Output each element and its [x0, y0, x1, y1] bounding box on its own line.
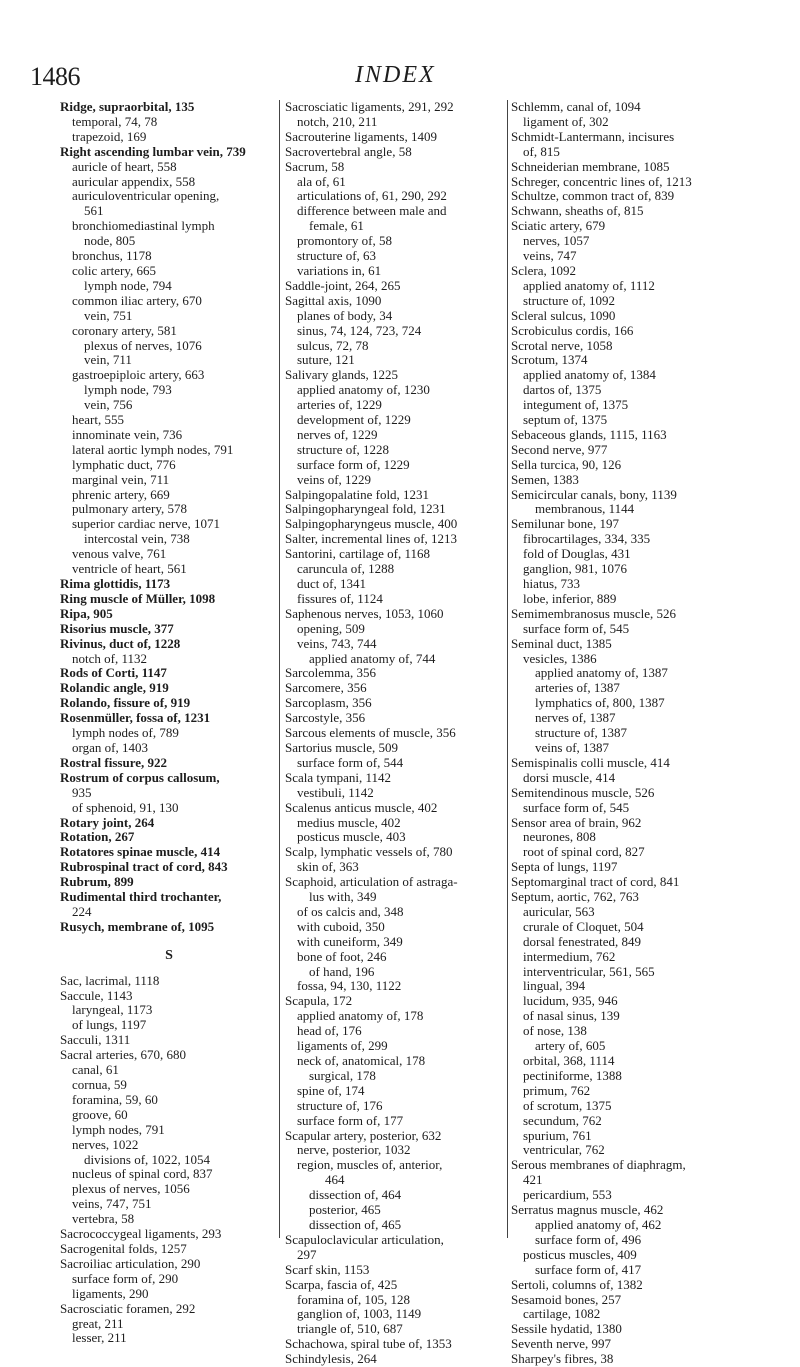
index-subentry: structure of, 1387 [535, 725, 628, 741]
index-entry: Sacroiliac articulation, 290 [60, 1255, 201, 1271]
index-subentry: root of spinal cord, 827 [523, 844, 645, 860]
index-entry: Scaphoid, articulation of astraga- [285, 874, 458, 890]
index-subentry: region, muscles of, anterior, [297, 1157, 443, 1173]
index-subentry: gastroepiploic artery, 663 [72, 367, 205, 383]
index-subentry: foramina, 59, 60 [72, 1091, 158, 1107]
index-subentry: septum of, 1375 [523, 412, 608, 428]
index-subentry: surgical, 178 [309, 1067, 376, 1083]
index-subentry: lymphatic duct, 776 [72, 456, 176, 472]
index-subentry: lucidum, 935, 946 [523, 993, 618, 1009]
index-subentry: innominate vein, 736 [72, 426, 183, 442]
running-head: INDEX [355, 62, 436, 88]
index-subentry: applied anatomy of, 744 [309, 650, 436, 666]
index-subentry: dissection of, 464 [309, 1187, 402, 1203]
index-subentry: of sphenoid, 91, 130 [72, 799, 179, 815]
index-subentry: arteries of, 1387 [535, 680, 620, 696]
index-entry: Second nerve, 977 [511, 441, 608, 457]
index-entry: Saccule, 1143 [60, 987, 133, 1003]
index-subentry: trapezoid, 169 [72, 128, 147, 144]
index-subentry: plexus of nerves, 1076 [84, 337, 202, 353]
index-subentry: divisions of, 1022, 1054 [84, 1151, 211, 1167]
index-entry: Semimembranosus muscle, 526 [511, 605, 677, 621]
index-subentry: lateral aortic lymph nodes, 791 [72, 441, 234, 457]
index-subentry: 297 [297, 1246, 317, 1262]
index-subentry: planes of body, 34 [297, 307, 393, 323]
index-entry: Sensor area of brain, 962 [511, 814, 642, 830]
index-subentry: nerve, posterior, 1032 [297, 1142, 411, 1158]
index-subentry: auriculoventricular opening, [72, 188, 220, 204]
index-subentry: plexus of nerves, 1056 [72, 1181, 190, 1197]
index-subentry: surface form of, 496 [535, 1231, 642, 1247]
index-subentry: fissures of, 1124 [297, 590, 383, 606]
index-entry: Sacrococcygeal ligaments, 293 [60, 1226, 222, 1242]
index-subentry: of hand, 196 [309, 963, 375, 979]
index-subentry: applied anatomy of, 1387 [535, 665, 668, 681]
index-entry: Sella turcica, 90, 126 [511, 456, 622, 472]
index-subentry: integument of, 1375 [523, 397, 629, 413]
index-subentry: female, 61 [309, 218, 364, 234]
index-subentry: venous valve, 761 [72, 546, 167, 562]
index-subentry: development of, 1229 [297, 412, 411, 428]
index-entry: Schwann, sheaths of, 815 [511, 203, 644, 219]
index-subentry: lus with, 349 [309, 889, 377, 905]
index-entry: Septum, aortic, 762, 763 [511, 889, 639, 905]
index-subentry: cornua, 59 [72, 1077, 127, 1092]
index-subentry: medius muscle, 402 [297, 814, 401, 830]
index-entry: Schlemm, canal of, 1094 [511, 99, 641, 114]
index-subentry: structure of, 1092 [523, 292, 616, 308]
index-entry: Sarcomere, 356 [285, 680, 367, 696]
index-subentry: foramina of, 105, 128 [297, 1291, 411, 1307]
index-entry: Sacrum, 58 [285, 158, 345, 174]
index-entry: Ridge, supraorbital, 135 [60, 99, 195, 114]
index-subentry: surface form of, 545 [523, 620, 630, 636]
index-subentry: applied anatomy of, 1384 [523, 367, 656, 383]
index-entry: Scarpa, fascia of, 425 [285, 1276, 398, 1292]
index-subentry: articulations of, 61, 290, 292 [297, 188, 447, 204]
index-entry: Serratus magnus muscle, 462 [511, 1202, 664, 1218]
index-subentry: lymph nodes, 791 [72, 1121, 165, 1137]
index-column-3 [511, 100, 771, 1367]
index-subentry: vestibuli, 1142 [297, 784, 374, 800]
index-subentry: suture, 121 [297, 352, 355, 368]
index-column-2 [285, 100, 507, 1367]
index-entry: Rods of Corti, 1147 [60, 665, 167, 681]
index-subentry: caruncula of, 1288 [297, 561, 395, 577]
index-subentry: phrenic artery, 669 [72, 486, 170, 502]
index-entry: Scapular artery, posterior, 632 [285, 1127, 442, 1143]
index-subentry: 935 [72, 784, 92, 800]
index-subentry: lymphatics of, 800, 1387 [535, 695, 665, 711]
index-entry: Saphenous nerves, 1053, 1060 [285, 605, 444, 621]
index-entry: Schindylesis, 264 [285, 1351, 377, 1367]
index-subentry: surface form of, 177 [297, 1112, 404, 1128]
section-letter: S [165, 947, 173, 963]
index-subentry: lobe, inferior, 889 [523, 590, 617, 606]
index-entry: Rima glottidis, 1173 [60, 576, 171, 591]
index-subentry: ganglion, 981, 1076 [523, 561, 627, 577]
index-subentry: ganglion of, 1003, 1149 [297, 1306, 422, 1322]
index-subentry: of, 815 [523, 143, 560, 159]
index-subentry: veins, 743, 744 [297, 635, 377, 651]
column-rule [507, 100, 508, 1238]
index-subentry: nerves, 1057 [523, 233, 590, 249]
index-subentry: vesicles, 1386 [523, 650, 597, 666]
index-subentry: pectiniforme, 1388 [523, 1067, 622, 1083]
index-subentry: opening, 509 [297, 620, 365, 636]
index-subentry: of scrotum, 1375 [523, 1097, 612, 1113]
index-entry: Rotary joint, 264 [60, 814, 155, 830]
index-entry: Seventh nerve, 997 [511, 1336, 612, 1352]
index-subentry: ligament of, 302 [523, 113, 609, 129]
index-entry: Scrotal nerve, 1058 [511, 337, 613, 353]
index-entry: Semicircular canals, bony, 1139 [511, 486, 677, 502]
index-entry: Rolando, fissure of, 919 [60, 695, 191, 711]
index-subentry: auricular, 563 [523, 903, 595, 919]
index-entry: Sclera, 1092 [511, 262, 576, 278]
index-entry: Sarcous elements of muscle, 356 [285, 725, 456, 741]
index-column-1 [60, 100, 278, 1346]
index-entry: Scrobiculus cordis, 166 [511, 322, 634, 338]
index-subentry: applied anatomy of, 462 [535, 1216, 662, 1232]
index-subentry: applied anatomy of, 1230 [297, 382, 430, 398]
index-entry: Sebaceous glands, 1115, 1163 [511, 426, 667, 442]
index-subentry: hiatus, 733 [523, 576, 581, 591]
index-subentry: promontory of, 58 [297, 233, 392, 249]
index-subentry: nucleus of spinal cord, 837 [72, 1166, 213, 1182]
index-subentry: lymph nodes of, 789 [72, 725, 179, 741]
index-subentry: surface form of, 545 [523, 799, 630, 815]
index-subentry: coronary artery, 581 [72, 322, 177, 338]
index-subentry: marginal vein, 711 [72, 471, 170, 487]
index-entry: Sacculi, 1311 [60, 1032, 131, 1048]
index-subentry: lingual, 394 [523, 978, 586, 994]
index-entry: Rostral fissure, 922 [60, 754, 168, 770]
index-subentry: veins, 747, 751 [72, 1196, 152, 1212]
index-entry: Sac, lacrimal, 1118 [60, 972, 160, 988]
index-entry: Sciatic artery, 679 [511, 218, 606, 234]
index-subentry: sinus, 74, 124, 723, 724 [297, 322, 422, 338]
index-subentry: pulmonary artery, 578 [72, 501, 188, 517]
index-subentry: surface form of, 544 [297, 754, 404, 770]
index-entry: Sarcolemma, 356 [285, 665, 376, 681]
index-subentry: interventricular, 561, 565 [523, 963, 655, 979]
index-subentry: vein, 711 [84, 352, 132, 368]
index-subentry: temporal, 74, 78 [72, 113, 158, 129]
index-entry: Salpingopharyngeus muscle, 400 [285, 516, 458, 532]
index-subentry: ventricular, 762 [523, 1142, 605, 1158]
index-subentry: secundum, 762 [523, 1112, 602, 1128]
index-subentry: applied anatomy of, 1112 [523, 277, 655, 293]
index-entry: Sacrovertebral angle, 58 [285, 143, 412, 159]
index-entry: Scalp, lymphatic vessels of, 780 [285, 844, 453, 860]
index-entry: Scarf skin, 1153 [285, 1261, 370, 1277]
index-subentry: orbital, 368, 1114 [523, 1053, 615, 1068]
index-subentry: neurones, 808 [523, 829, 596, 845]
index-subentry: auricular appendix, 558 [72, 173, 196, 189]
index-subentry: duct of, 1341 [297, 576, 366, 591]
index-entry: Schultze, common tract of, 839 [511, 188, 675, 204]
index-subentry: 464 [325, 1172, 345, 1188]
index-subentry: ala of, 61 [297, 173, 346, 189]
index-entry: Sartorius muscle, 509 [285, 739, 399, 755]
index-entry: Sagittal axis, 1090 [285, 292, 382, 308]
index-subentry: of nasal sinus, 139 [523, 1008, 620, 1024]
index-entry: Scalenus anticus muscle, 402 [285, 799, 438, 815]
index-subentry: fibrocartilages, 334, 335 [523, 531, 651, 547]
index-subentry: 421 [523, 1172, 543, 1188]
index-subentry: superior cardiac nerve, 1071 [72, 516, 220, 532]
index-subentry: 561 [84, 203, 104, 219]
index-entry: Semitendinous muscle, 526 [511, 784, 655, 800]
index-subentry: groove, 60 [72, 1106, 128, 1122]
index-subentry: canal, 61 [72, 1062, 119, 1078]
index-entry: Risorius muscle, 377 [60, 620, 174, 636]
index-subentry: node, 805 [84, 233, 136, 249]
index-subentry: pericardium, 553 [523, 1187, 612, 1203]
index-subentry: of os calcis and, 348 [297, 903, 404, 919]
index-subentry: dissection of, 465 [309, 1216, 402, 1232]
index-subentry: intercostal vein, 738 [84, 531, 190, 547]
index-entry: Rotation, 267 [60, 829, 135, 845]
index-entry: Sessile hydatid, 1380 [511, 1321, 622, 1337]
index-subentry: applied anatomy of, 178 [297, 1008, 424, 1024]
index-subentry: heart, 555 [72, 412, 124, 428]
index-subentry: surface form of, 1229 [297, 456, 410, 472]
index-entry: Septomarginal tract of cord, 841 [511, 874, 680, 890]
index-entry: Rudimental third trochanter, [60, 889, 222, 905]
index-subentry: with cuneiform, 349 [297, 933, 403, 949]
index-subentry: spurium, 761 [523, 1127, 592, 1143]
index-entry: Schreger, concentric lines of, 1213 [511, 173, 692, 189]
index-subentry: veins of, 1387 [535, 739, 610, 755]
index-subentry: ligaments, 290 [72, 1285, 149, 1301]
index-subentry: vertebra, 58 [72, 1211, 135, 1227]
index-subentry: posticus muscle, 403 [297, 829, 406, 845]
index-entry: Scapuloclavicular articulation, [285, 1231, 444, 1247]
index-subentry: structure of, 1228 [297, 441, 390, 457]
index-subentry: membranous, 1144 [535, 501, 635, 517]
index-subentry: primum, 762 [523, 1082, 591, 1098]
index-subentry: bone of foot, 246 [297, 948, 387, 964]
index-subentry: lesser, 211 [72, 1330, 127, 1346]
index-subentry: structure of, 63 [297, 248, 377, 264]
index-subentry: variations in, 61 [297, 262, 382, 278]
index-subentry: lymph node, 794 [84, 277, 172, 293]
index-subentry: veins, 747 [523, 248, 577, 264]
index-subentry: neck of, anatomical, 178 [297, 1053, 426, 1068]
index-entry: Rotatores spinae muscle, 414 [60, 844, 221, 860]
index-subentry: great, 211 [72, 1315, 124, 1331]
index-entry: Rubrospinal tract of cord, 843 [60, 859, 228, 875]
index-subentry: dartos of, 1375 [523, 382, 602, 398]
index-entry: Rolandic angle, 919 [60, 680, 169, 696]
index-subentry: ventricle of heart, 561 [72, 561, 187, 577]
index-entry: Saddle-joint, 264, 265 [285, 277, 401, 293]
index-entry: Salpingopalatine fold, 1231 [285, 486, 430, 502]
index-subentry: sulcus, 72, 78 [297, 337, 369, 353]
index-subentry: 224 [72, 903, 92, 919]
index-subentry: bronchus, 1178 [72, 248, 152, 264]
index-subentry: arteries of, 1229 [297, 397, 382, 413]
index-subentry: surface form of, 417 [535, 1261, 642, 1277]
index-subentry: crurale of Cloquet, 504 [523, 918, 644, 934]
index-subentry: nerves of, 1229 [297, 426, 378, 442]
index-entry: Sacrouterine ligaments, 1409 [285, 128, 437, 144]
index-entry: Rusych, membrane of, 1095 [60, 918, 215, 934]
index-entry: Scleral sulcus, 1090 [511, 307, 616, 323]
index-entry: Sertoli, columns of, 1382 [511, 1276, 643, 1292]
index-entry: Rosenmüller, fossa of, 1231 [60, 710, 211, 726]
index-subentry: posticus muscles, 409 [523, 1246, 637, 1262]
index-entry: Seminal duct, 1385 [511, 635, 612, 651]
index-entry: Semilunar bone, 197 [511, 516, 619, 532]
index-entry: Sesamoid bones, 257 [511, 1291, 622, 1307]
index-subentry: skin of, 363 [297, 859, 359, 875]
index-subentry: nerves of, 1387 [535, 710, 616, 726]
index-subentry: of nose, 138 [523, 1023, 587, 1039]
index-subentry: dorsi muscle, 414 [523, 769, 616, 785]
index-subentry: auricle of heart, 558 [72, 158, 177, 174]
index-entry: Ripa, 905 [60, 605, 113, 621]
index-subentry: laryngeal, 1173 [72, 1002, 153, 1018]
index-subentry: lymph node, 793 [84, 382, 172, 398]
index-entry: Semispinalis colli muscle, 414 [511, 754, 670, 770]
index-entry: Septa of lungs, 1197 [511, 859, 618, 875]
index-entry: Scapula, 172 [285, 993, 353, 1009]
index-subentry: posterior, 465 [309, 1202, 381, 1218]
index-subentry: vein, 756 [84, 397, 133, 413]
index-subentry: notch, 210, 211 [297, 113, 378, 129]
index-subentry: surface form of, 290 [72, 1270, 179, 1286]
index-subentry: of lungs, 1197 [72, 1017, 147, 1033]
index-entry: Right ascending lumbar vein, 739 [60, 143, 246, 159]
index-subentry: artery of, 605 [535, 1038, 606, 1054]
index-entry: Salivary glands, 1225 [285, 367, 399, 383]
index-subentry: head of, 176 [297, 1023, 362, 1039]
index-subentry: spine of, 174 [297, 1082, 365, 1098]
index-entry: Rivinus, duct of, 1228 [60, 635, 181, 651]
index-entry: Salpingopharyngeal fold, 1231 [285, 501, 446, 517]
index-subentry: cartilage, 1082 [523, 1306, 601, 1322]
index-subentry: with cuboid, 350 [297, 918, 385, 934]
index-entry: Sacral arteries, 670, 680 [60, 1047, 186, 1063]
index-entry: Santorini, cartilage of, 1168 [285, 546, 431, 562]
index-subentry: vein, 751 [84, 307, 133, 323]
index-subentry: notch of, 1132 [72, 650, 147, 666]
index-subentry: intermedium, 762 [523, 948, 616, 964]
index-entry: Sharpey's fibres, 38 [511, 1351, 614, 1367]
index-entry: Sacrosciatic ligaments, 291, 292 [285, 99, 454, 114]
index-entry: Schneiderian membrane, 1085 [511, 158, 670, 174]
index-entry: Sarcoplasm, 356 [285, 695, 372, 711]
column-rule [279, 100, 280, 1238]
index-subentry: structure of, 176 [297, 1097, 383, 1113]
index-subentry: triangle of, 510, 687 [297, 1321, 403, 1337]
index-subentry: bronchiomediastinal lymph [72, 218, 215, 234]
index-entry: Sacrogenital folds, 1257 [60, 1240, 187, 1256]
page-number: 1486 [30, 62, 80, 91]
index-subentry: fossa, 94, 130, 1122 [297, 978, 402, 994]
index-subentry: difference between male and [297, 203, 447, 219]
index-entry: Salter, incremental lines of, 1213 [285, 531, 458, 547]
index-entry: Sarcostyle, 356 [285, 710, 366, 726]
index-entry: Scrotum, 1374 [511, 352, 588, 368]
index-entry: Scala tympani, 1142 [285, 769, 392, 785]
index-subentry: colic artery, 665 [72, 262, 156, 278]
index-subentry: organ of, 1403 [72, 739, 148, 755]
index-entry: Serous membranes of diaphragm, [511, 1157, 686, 1173]
index-subentry: ligaments of, 299 [297, 1038, 388, 1054]
index-entry: Schmidt-Lantermann, incisures [511, 128, 675, 144]
index-entry: Rubrum, 899 [60, 874, 134, 890]
index-entry: Semen, 1383 [511, 471, 579, 487]
index-subentry: common iliac artery, 670 [72, 292, 202, 308]
index-subentry: nerves, 1022 [72, 1136, 139, 1152]
index-entry: Rostrum of corpus callosum, [60, 769, 220, 785]
index-entry: Sacrosciatic foramen, 292 [60, 1300, 196, 1316]
index-subentry: dorsal fenestrated, 849 [523, 933, 642, 949]
index-subentry: fold of Douglas, 431 [523, 546, 631, 562]
index-entry: Ring muscle of Müller, 1098 [60, 590, 216, 606]
index-subentry: veins of, 1229 [297, 471, 372, 487]
index-entry: Schachowa, spiral tube of, 1353 [285, 1336, 452, 1352]
